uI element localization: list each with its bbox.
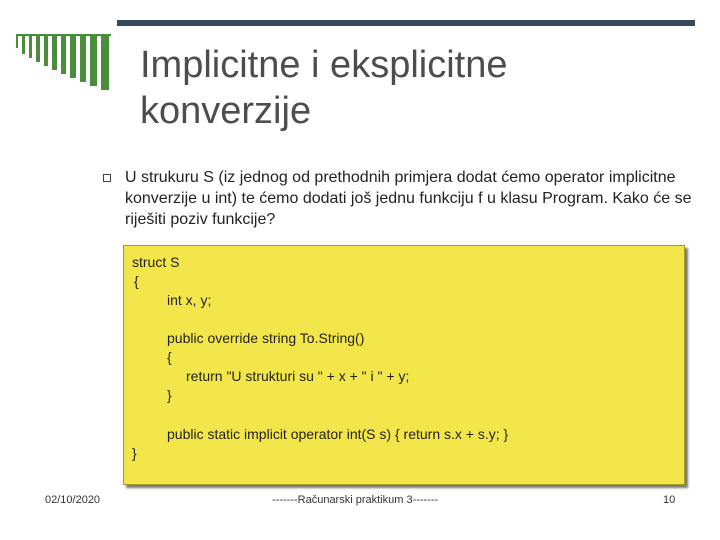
stripe-bar	[44, 34, 48, 66]
code-line: public override string To.String()	[167, 330, 365, 346]
code-line: int x, y;	[167, 292, 212, 308]
stripe-bar	[80, 34, 86, 82]
stripe-bar	[36, 34, 40, 62]
code-line: }	[167, 387, 172, 403]
intro-paragraph: U strukuru S (iz jednog od prethodnih primjera dodat ćemo operator implicitne konverzije u int) te ćemo dodati još jednu funkciju f u klasu Program. Kako će se riješiti poziv funkcije?	[125, 169, 692, 228]
code-line: return "U strukturi su " + x + " i " + y;	[186, 368, 410, 384]
code-line: public static implicit operator int(S s) { return s.x + s.y; }	[167, 426, 509, 442]
square-bullet-icon	[103, 174, 111, 182]
stripe-bar	[29, 34, 32, 58]
code-line: {	[134, 273, 139, 289]
stripe-bar	[52, 34, 57, 70]
top-accent-bar	[117, 20, 695, 26]
slide-title	[140, 42, 680, 134]
code-line: {	[167, 349, 172, 365]
stripe-bar	[61, 34, 66, 74]
stripe-bar	[16, 34, 18, 48]
title-line-2: konverzije	[140, 90, 312, 132]
code-line: }	[132, 445, 137, 461]
page-number: 10	[663, 494, 676, 506]
code-block	[123, 245, 685, 485]
footer-title: -------Računarski praktikum 3-------	[272, 494, 439, 506]
stripe-bar	[101, 34, 109, 90]
code-line: struct S	[132, 254, 180, 270]
footer-date: 02/10/2020	[45, 494, 101, 506]
stripe-bar	[70, 34, 76, 78]
stripe-bar	[90, 34, 97, 86]
stripe-bar	[22, 34, 25, 54]
title-line-1: Implicitne i eksplicitne	[140, 44, 508, 86]
